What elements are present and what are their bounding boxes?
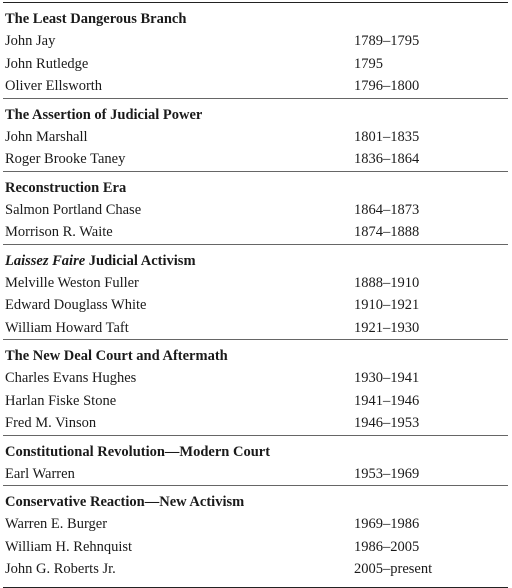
- justice-term: 1789–1795: [354, 33, 420, 49]
- justice-term: 2005–present: [354, 561, 433, 577]
- justice-term: 1864–1873: [354, 201, 420, 218]
- justice-term: 1921–1930: [354, 319, 420, 336]
- era-section-reconstruction: [3, 171, 508, 244]
- justice-name: John Marshall: [5, 128, 88, 145]
- era-section-conservative-reaction: [3, 485, 508, 587]
- table-row: [3, 221, 508, 244]
- justice-term: 1795: [354, 55, 383, 72]
- justice-name: Morrison R. Waite: [5, 224, 113, 240]
- table-row: [3, 30, 508, 53]
- justice-term: 1946–1953: [354, 415, 420, 431]
- table-row: [3, 148, 508, 171]
- justice-name: Edward Douglass White: [5, 297, 147, 313]
- justice-name: William H. Rehnquist: [5, 538, 133, 555]
- justice-name: John G. Roberts Jr.: [5, 561, 116, 577]
- table-row: [3, 390, 508, 413]
- justice-name: Charles Evans Hughes: [5, 370, 137, 386]
- era-section-least-dangerous-branch: [3, 3, 508, 98]
- era-section-laissez-faire: [3, 244, 508, 340]
- justice-term: 1986–2005: [354, 538, 420, 555]
- table-row: [3, 513, 508, 536]
- table-row: [3, 126, 508, 149]
- justice-term: 1836–1864: [354, 151, 420, 167]
- justice-name: Fred M. Vinson: [5, 415, 97, 431]
- justice-name: Melville Weston Fuller: [5, 274, 139, 291]
- justice-term: 1941–1946: [354, 392, 420, 409]
- justice-name: Harlan Fiske Stone: [5, 392, 117, 409]
- table-row: [3, 272, 508, 295]
- era-title: The Assertion of Judicial Power: [5, 106, 203, 123]
- table-row: [3, 558, 508, 581]
- justice-term: 1969–1986: [354, 516, 420, 532]
- justice-name: William Howard Taft: [5, 319, 129, 336]
- table-row: [3, 199, 508, 222]
- justice-term: 1930–1941: [354, 370, 420, 386]
- era-title-rest: Judicial Activism: [85, 252, 196, 269]
- justice-name: John Rutledge: [5, 55, 89, 72]
- era-title: Reconstruction Era: [5, 179, 127, 196]
- chief-justices-table: [3, 2, 508, 588]
- era-section-new-deal: [3, 339, 508, 435]
- era-title: Constitutional Revolution—Modern Court: [5, 443, 271, 460]
- justice-name: Warren E. Burger: [5, 516, 108, 532]
- justice-name: Earl Warren: [5, 465, 75, 482]
- era-title: Conservative Reaction—New Activism: [5, 494, 245, 510]
- justice-name: Roger Brooke Taney: [5, 151, 126, 167]
- justice-term: 1910–1921: [354, 297, 420, 313]
- era-section-judicial-power: [3, 98, 508, 171]
- justice-name: Oliver Ellsworth: [5, 78, 103, 94]
- table-row: [3, 75, 508, 98]
- era-title-italic: Laissez Faire: [5, 252, 86, 269]
- table-row: [3, 536, 508, 559]
- table-row: [3, 317, 508, 340]
- table-row: [3, 463, 508, 486]
- era-section-constitutional-revolution: [3, 435, 508, 486]
- justice-term: 1874–1888: [354, 224, 420, 240]
- table-row: [3, 294, 508, 317]
- era-title: The Least Dangerous Branch: [5, 11, 187, 27]
- table-row: [3, 53, 508, 76]
- table-row: [3, 367, 508, 390]
- justice-term: 1888–1910: [354, 274, 420, 291]
- justice-name: John Jay: [5, 33, 56, 49]
- era-title: The New Deal Court and Aftermath: [5, 348, 228, 364]
- table-row: [3, 412, 508, 435]
- justice-term: 1801–1835: [354, 128, 420, 145]
- justice-term: 1796–1800: [354, 78, 420, 94]
- justice-name: Salmon Portland Chase: [5, 201, 142, 218]
- era-title: [3, 253, 508, 270]
- justice-term: 1953–1969: [354, 465, 420, 482]
